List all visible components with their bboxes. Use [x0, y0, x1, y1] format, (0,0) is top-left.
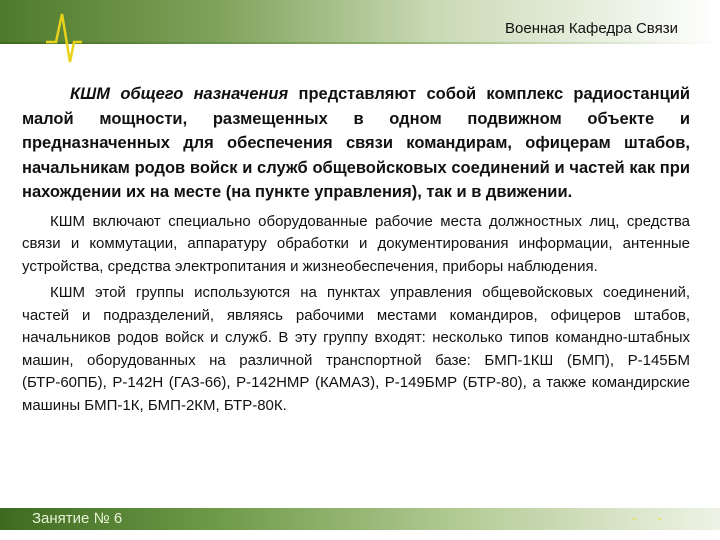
paragraph-equipment: КШМ включают специально оборудованные рабочие места должностных лиц, средства связи и коммутации, аппаратуру обработки и документирования информации, антенные устройства, средства электропитания и жизнеобеспечения, приборы наблюдения.: [22, 212, 690, 275]
footer-dots: - -: [632, 510, 671, 527]
lesson-label: Занятие № 6: [32, 510, 123, 527]
content-body: [22, 82, 690, 417]
intro-text: представляют собой комплекс радиостанций малой мощности, размещенных в одном подвижном объекте и предназначенных для обеспечения связи командирам, офицерам штабов, начальникам родов войск и служб общевойсковых соединений и частей как при нахождении их на месте (на пункте управления), так и в движении.: [22, 85, 690, 201]
footer-band: [0, 508, 720, 530]
intro-paragraph: [22, 82, 690, 205]
header-title: Военная Кафедра Связи: [505, 20, 678, 37]
intro-term: КШМ общего назначения: [70, 85, 289, 103]
pulse-line-icon: [44, 10, 84, 66]
header-divider: [0, 42, 720, 44]
paragraph-vehicles: КШМ этой группы используются на пунктах управления общевойсковых соединений, частей и подразделений, являясь рабочими местами командиров, офицеров штабов, начальников родов войск и служб. В эту группу входят: несколько типов командно-штабных машин, оборудованных на различной транспортной базе: БМП-1КШ (БМП), Р-145БМ (БТР-60ПБ), Р-142Н (ГАЗ-66), Р-142НМР (КАМАЗ), Р-149БМР (БТР-80), а также командирские машины БМП-1К, БМП-2КМ, БТР-80К.: [22, 284, 690, 414]
